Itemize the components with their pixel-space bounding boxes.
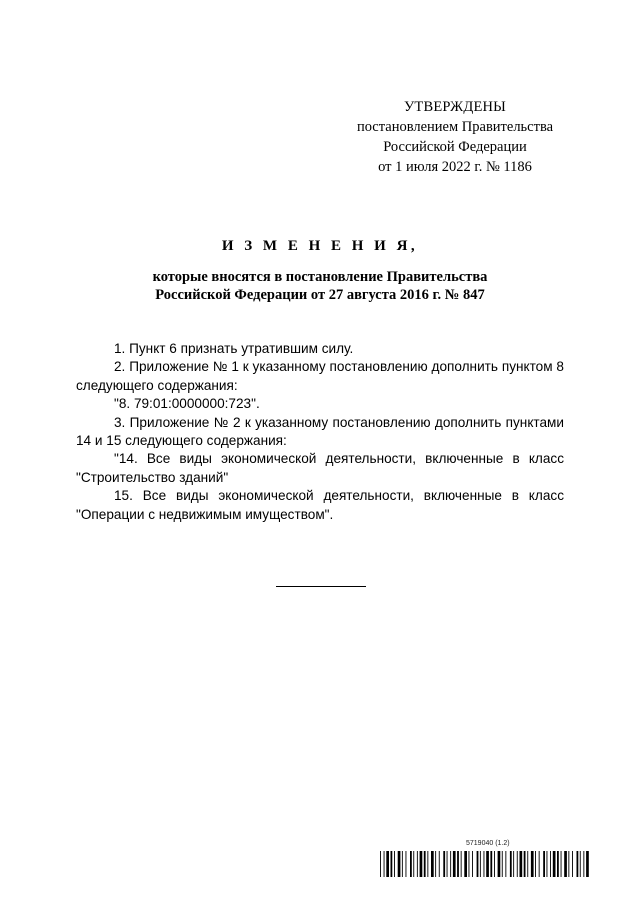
barcode-bar xyxy=(457,851,459,877)
barcode-bar xyxy=(480,851,481,877)
barcode-bar xyxy=(484,851,485,877)
barcode-bar xyxy=(398,851,401,877)
barcode-bar xyxy=(583,851,584,877)
barcode-bar xyxy=(547,851,548,877)
barcode-bar xyxy=(564,851,567,877)
barcode-bar xyxy=(557,851,559,877)
barcode-bar xyxy=(524,851,526,877)
barcode-bar xyxy=(461,851,462,877)
barcode-bar xyxy=(410,851,412,877)
barcode-bar xyxy=(543,851,545,877)
barcode-bar xyxy=(384,851,385,877)
barcode-bar xyxy=(380,851,381,877)
barcode-bar xyxy=(539,851,540,877)
paragraph-5: "14. Все виды экономической деятельности, включенные в класс "Строительство зданий" xyxy=(76,451,564,485)
barcode-bar xyxy=(424,851,426,877)
barcode-bar xyxy=(386,851,389,877)
paragraph-2: 2. Приложение № 1 к указанному постановлению дополнить пунктом 8 следующего содержания: xyxy=(76,359,564,393)
approval-line-1: постановлением Правительства xyxy=(356,119,554,135)
barcode-bar xyxy=(486,851,489,877)
barcode-bar xyxy=(531,851,534,877)
barcode-bar xyxy=(505,851,506,877)
barcode-bar xyxy=(517,851,518,877)
barcode-bar xyxy=(472,851,473,877)
paragraph-6: 15. Все виды экономической деятельности, включенные в класс "Операции с недвижимым имуществом". xyxy=(76,488,564,522)
paragraph-1: 1. Пункт 6 признать утратившим силу. xyxy=(114,341,354,356)
paragraph-3: "8. 79:01:0000000:723". xyxy=(114,396,260,412)
barcode-bar xyxy=(394,851,395,877)
closing-divider xyxy=(276,586,366,587)
barcode-bar xyxy=(498,851,501,877)
barcode-bar xyxy=(450,851,451,877)
barcode-bar xyxy=(427,851,428,877)
document-code: 5719040 (1.2) xyxy=(466,840,510,847)
barcode-bar xyxy=(550,851,551,877)
document-heading: И З М Е Н Е Н И Я, xyxy=(221,238,419,254)
approval-line-3: от 1 июля 2022 г. № 1186 xyxy=(378,159,532,175)
barcode-bar xyxy=(577,851,579,877)
barcode-bar xyxy=(435,851,436,877)
barcode-bar xyxy=(502,851,503,877)
barcode-bar xyxy=(477,851,479,877)
barcode-image xyxy=(380,851,590,877)
approval-stamp: УТВЕРЖДЕНЫ xyxy=(403,99,507,115)
barcode-bar xyxy=(586,851,589,877)
barcode-bar xyxy=(453,851,456,877)
barcode-bar xyxy=(580,851,581,877)
document-subheading xyxy=(0,268,640,304)
barcode-bar xyxy=(439,851,440,877)
barcode-bar xyxy=(431,851,434,877)
barcode-bar xyxy=(553,851,556,877)
paragraph-4: 3. Приложение № 2 к указанному постановлению дополнить пунктами 14 и 15 следующего содержания: xyxy=(76,414,564,449)
barcode-bar xyxy=(420,851,423,877)
barcode-bar xyxy=(406,851,407,877)
barcode-bar xyxy=(561,851,562,877)
barcode-bar xyxy=(568,851,569,877)
barcode-bar xyxy=(520,851,523,877)
barcode-bar xyxy=(513,851,514,877)
barcode-bar xyxy=(402,851,403,877)
barcode-bar xyxy=(535,851,536,877)
barcode-bar xyxy=(391,851,393,877)
barcode-bar xyxy=(443,851,445,877)
barcode-bar xyxy=(494,851,495,877)
document-body xyxy=(76,340,564,524)
barcode-bar xyxy=(464,851,467,877)
barcode-bar xyxy=(527,851,528,877)
barcode-bar xyxy=(413,851,414,877)
barcode-bar xyxy=(417,851,418,877)
subheading-line-1: которые вносятся в постановление Правительства xyxy=(152,269,488,285)
barcode-bar xyxy=(469,851,470,877)
subheading-line-2: Российской Федерации от 27 августа 2016 г. № 847 xyxy=(155,287,485,303)
barcode-bar xyxy=(490,851,492,877)
approval-line-2: Российской Федерации xyxy=(383,139,527,155)
approval-block xyxy=(330,97,580,177)
barcode-bar xyxy=(447,851,448,877)
barcode-bar xyxy=(510,851,512,877)
barcode-bar xyxy=(572,851,573,877)
